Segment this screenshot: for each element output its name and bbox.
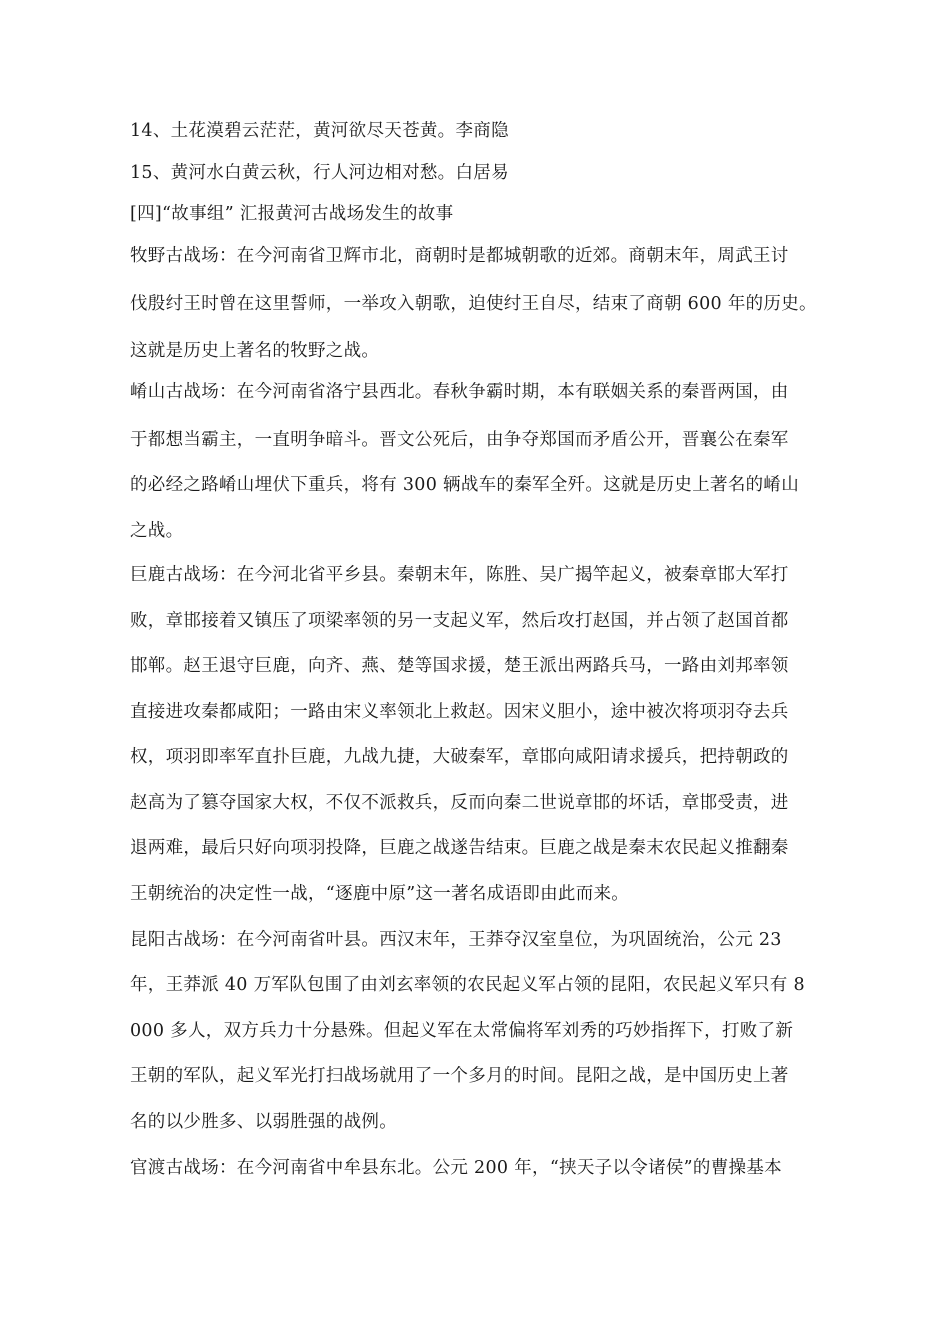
paragraph-line: 这就是历史上著名的牧野之战。 [130, 341, 380, 361]
poem-line-15: 15、黄河水白黄云秋，行人河边相对愁。白居易 [130, 163, 509, 183]
paragraph-line: 伐殷纣王时曾在这里誓师，一举攻入朝歌，迫使纣王自尽，结束了商朝 600 年的历史。 [130, 294, 817, 314]
paragraph-line: 名的以少胜多、以弱胜强的战例。 [130, 1112, 397, 1132]
paragraph-line: 王朝统治的决定性一战，“逐鹿中原”这一著名成语即由此而来。 [130, 884, 630, 904]
paragraph-line: 之战。 [130, 521, 184, 541]
paragraph-line: 官渡古战场：在今河南省中牟县东北。公元 200 年，“挟天子以令诸侯”的曹操基本 [130, 1158, 782, 1178]
paragraph-line: 邯郸。赵王退守巨鹿，向齐、燕、楚等国求援，楚王派出两路兵马，一路由刘邦率领 [130, 656, 789, 676]
paragraph-line: 000 多人，双方兵力十分悬殊。但起义军在太常偏将军刘秀的巧妙指挥下，打败了新 [130, 1021, 794, 1041]
paragraph-line: 权，项羽即率军直扑巨鹿，九战九捷，大破秦军，章邯向咸阳请求援兵，把持朝政的 [130, 747, 789, 767]
paragraph-line: 退两难，最后只好向项羽投降，巨鹿之战遂告结束。巨鹿之战是秦末农民起义推翻秦 [130, 838, 789, 858]
paragraph-line: 巨鹿古战场：在今河北省平乡县。秦朝末年，陈胜、吴广揭竿起义，被秦章邯大军打 [130, 565, 789, 585]
paragraph-line: 牧野古战场：在今河南省卫辉市北，商朝时是都城朝歌的近郊。商朝末年，周武王讨 [130, 246, 789, 266]
poem-line-14: 14、土花漠碧云茫茫，黄河欲尽天苍黄。李商隐 [130, 121, 509, 141]
paragraph-line: 年，王莽派 40 万军队包围了由刘玄率领的农民起义军占领的昆阳，农民起义军只有 8 [130, 975, 805, 995]
paragraph-line: 的必经之路崤山埋伏下重兵，将有 300 辆战车的秦军全歼。这就是历史上著名的崤山 [130, 475, 800, 495]
section-heading: [四]“故事组” 汇报黄河古战场发生的故事 [130, 204, 454, 224]
paragraph-line: 赵高为了篡夺国家大权，不仅不派救兵，反而向秦二世说章邯的坏话，章邯受责，进 [130, 793, 789, 813]
paragraph-line: 崤山古战场：在今河南省洛宁县西北。春秋争霸时期，本有联姻关系的秦晋两国，由 [130, 382, 789, 402]
paragraph-line: 昆阳古战场：在今河南省叶县。西汉末年，王莽夺汉室皇位，为巩固统治，公元 23 [130, 930, 782, 950]
paragraph-line: 败，章邯接着又镇压了项梁率领的另一支起义军，然后攻打赵国，并占领了赵国首都 [130, 611, 789, 631]
paragraph-line: 于都想当霸主，一直明争暗斗。晋文公死后，由争夺郑国而矛盾公开，晋襄公在秦军 [130, 430, 789, 450]
paragraph-line: 王朝的军队，起义军光打扫战场就用了一个多月的时间。昆阳之战，是中国历史上著 [130, 1066, 789, 1086]
paragraph-line: 直接进攻秦都咸阳；一路由宋义率领北上救赵。因宋义胆小，途中被次将项羽夺去兵 [130, 702, 789, 722]
